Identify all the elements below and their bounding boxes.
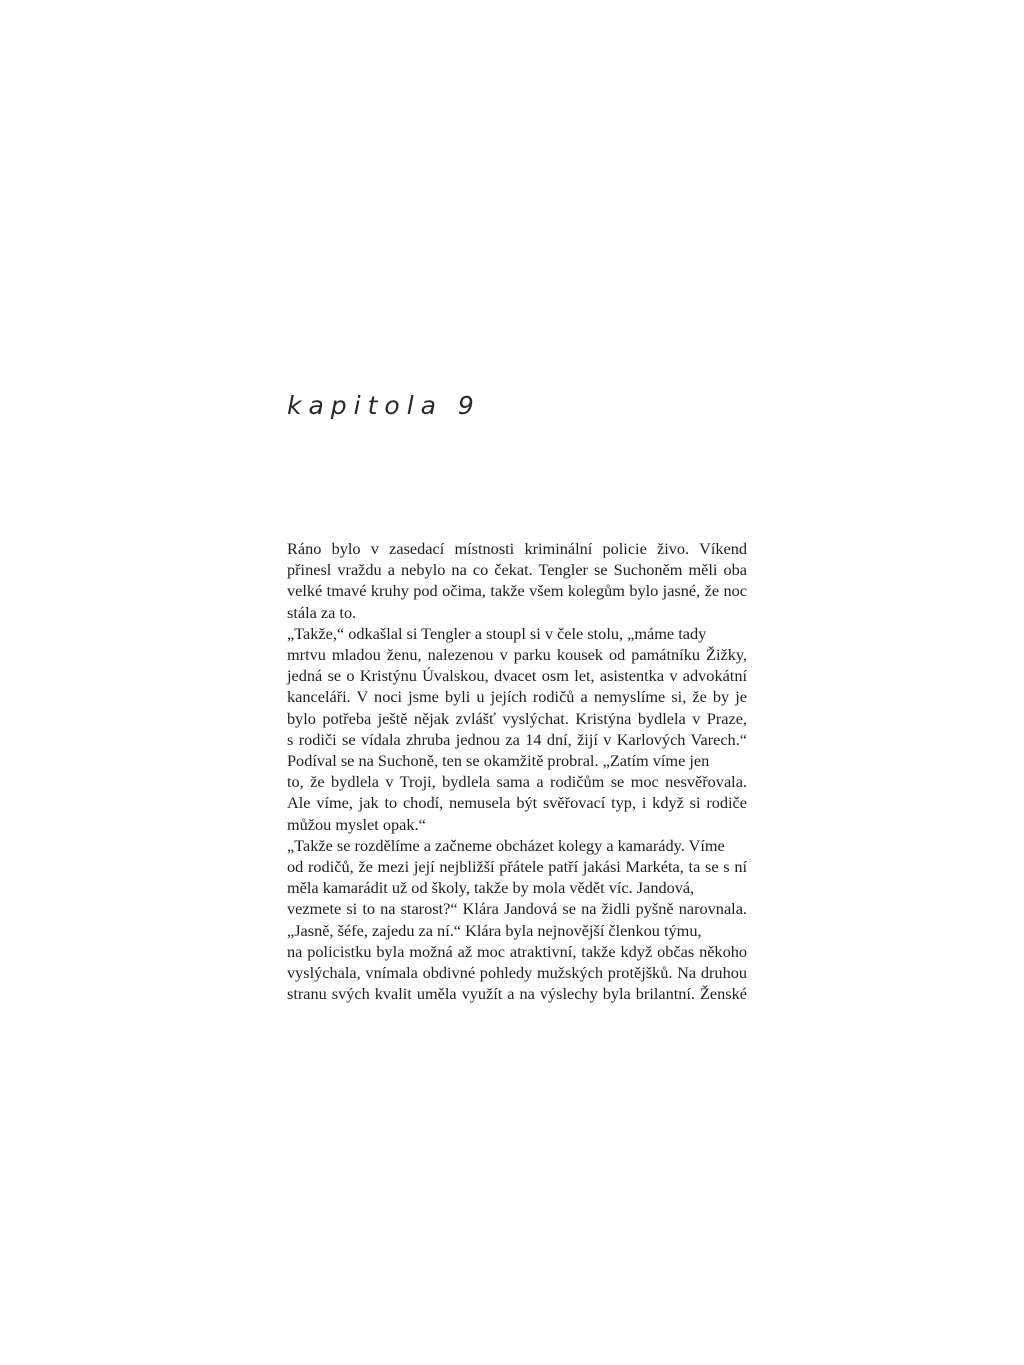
text-line: „Jasně, šéfe, zajedu za ní.“ Klára byla nejnovější členkou týmu, <box>287 920 702 940</box>
text-line: Podíval se na Suchoně, ten se okamžitě probral. „Zatím víme jen <box>287 751 710 771</box>
text-line: Ale víme, jak to chodí, nemusela být svěřovací typ, i když si rodiče <box>287 793 747 813</box>
text-line: můžou myslet opak.“ <box>287 814 426 834</box>
text-line: „Takže se rozdělíme a začneme obcházet kolegy a kamarády. Víme <box>287 835 725 855</box>
text-line: velké tmavé kruhy pod očima, takže všem kolegům bylo jasné, že noc <box>287 581 747 601</box>
text-line: na policistku byla možná až moc atraktivní, takže když občas někoho <box>287 941 747 961</box>
text-line: stranu svých kvalit uměla využít a na výslechy byla brilantní. Ženské <box>287 984 747 1004</box>
text-line: bylo potřeba ještě nějak zvlášť vyslýchat. Kristýna bydlela v Praze, <box>287 708 747 728</box>
text-line: kanceláři. V noci jsme byli u jejích rodičů a nemyslíme si, že by je <box>287 687 747 707</box>
text-line: vezmete si to na starost?“ Klára Jandová se na židli pyšně narovnala. <box>287 899 747 919</box>
chapter-title: kapitola 9 <box>287 391 481 420</box>
text-line: „Takže,“ odkašlal si Tengler a stoupl si v čele stolu, „máme tady <box>287 623 707 643</box>
text-line: přinesl vraždu a nebylo na co čekat. Tengler se Suchoněm měli oba <box>287 560 747 580</box>
text-line: od rodičů, že mezi její nejbližší přátele patří jakási Markéta, ta se s ní <box>287 857 747 877</box>
chapter-body-text <box>287 538 747 1004</box>
text-line: mrtvu mladou ženu, nalezenou v parku kousek od památníku Žižky, <box>287 645 747 665</box>
text-line: stála za to. <box>287 602 357 622</box>
text-line: vyslýchala, vnímala obdivné pohledy mužských protějšků. Na druhou <box>287 963 747 983</box>
text-line: měla kamarádit už od školy, takže by mola vědět víc. Jandová, <box>287 878 695 898</box>
text-line: to, že bydlela v Troji, bydlela sama a rodičům se moc nesvěřovala. <box>287 772 747 792</box>
text-line: Ráno bylo v zasedací místnosti kriminální policie živo. Víkend <box>287 539 747 558</box>
text-line: s rodiči se vídala zhruba jednou za 14 dní, žijí v Karlových Varech.“ <box>287 729 747 749</box>
text-line: jedná se o Kristýnu Úvalskou, dvacet osm let, asistentka v advokátní <box>287 666 747 686</box>
